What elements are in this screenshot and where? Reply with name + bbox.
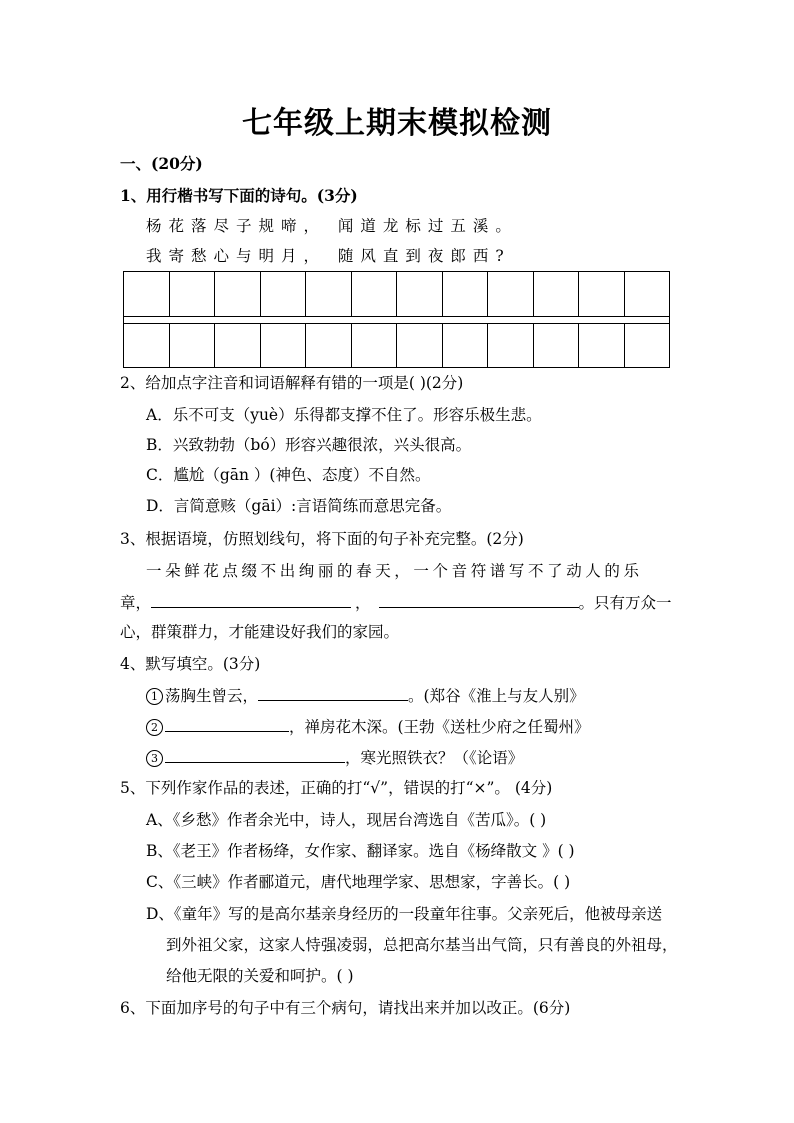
q4-item-2 xyxy=(146,715,590,738)
q5-item-c: C、《三峡》作者郦道元，唐代地理学家、思想家，字善长。( ) xyxy=(146,873,571,891)
q3-line-2-mid: ， xyxy=(355,594,371,612)
number-2-badge: 2 xyxy=(146,719,163,736)
q3-heading: 3、根据语境，仿照划线句，将下面的句子补充完整。(2分) xyxy=(120,530,524,548)
q4-item-1-text: 荡胸生曾云， xyxy=(165,687,259,705)
q4-item-2-source: ，禅房花木深。(王勃《送杜少府之任蜀州》 xyxy=(289,718,590,736)
q2-option-b: B．兴致勃勃（bó）形容兴趣很浓，兴头很高。 xyxy=(146,436,472,454)
q4-item-3 xyxy=(146,746,523,769)
q3-line-2-end: 。只有万众一 xyxy=(578,594,672,612)
poem-line-1: 杨花落尽子规啼， 闻道龙标过五溪。 xyxy=(146,217,518,235)
section-heading: 一、(20分) xyxy=(120,154,203,173)
poem-line-2: 我寄愁心与明月， 随风直到夜郎西? xyxy=(146,247,511,265)
number-3-badge: 3 xyxy=(146,750,163,767)
q5-item-d-line-1: D、《童年》写的是高尔基亲身经历的一段童年往事。父亲死后，他被母亲送 xyxy=(146,905,663,923)
q3-line-1: 一朵鲜花点缀不出绚丽的春天，一个音符谱写不了动人的乐 xyxy=(146,562,643,580)
answer-blank-2[interactable] xyxy=(379,591,579,608)
q2-option-d: D．言简意赅（gāi）:言语简练而意思完备。 xyxy=(146,497,452,515)
grid-separator xyxy=(124,316,669,324)
answer-blank-5[interactable] xyxy=(165,746,345,763)
q4-item-3-source: ，寒光照铁衣？（《论语》 xyxy=(345,749,524,767)
q5-heading: 5、下列作家作品的表述，正确的打“√”，错误的打“×”。 (4分) xyxy=(120,779,553,797)
q1-heading: 1、用行楷书写下面的诗句。(3分) xyxy=(120,186,358,205)
q4-item-1 xyxy=(146,684,585,707)
q2-option-a: A．乐不可支（yuè）乐得都支撑不住了。形容乐极生悲。 xyxy=(146,406,542,424)
q6-heading: 6、下面加序号的句子中有三个病句，请找出来并加以改正。(6分) xyxy=(120,999,571,1017)
answer-blank-3[interactable] xyxy=(258,684,408,701)
number-1-badge: 1 xyxy=(146,688,163,705)
q3-line-2-start: 章， xyxy=(120,594,152,612)
q5-item-d-line-3: 给他无限的关爱和呵护。( ) xyxy=(166,967,354,985)
grid-row-2 xyxy=(124,324,669,367)
writing-grid xyxy=(123,271,670,368)
q2-option-c: C．尴尬（gān ）(神色、态度）不自然。 xyxy=(146,466,431,484)
q4-item-1-source: 。(郑谷《淮上与友人别》 xyxy=(408,687,585,705)
q5-item-a: A、《乡愁》作者余光中，诗人，现居台湾选自《苦瓜》。( ) xyxy=(146,811,547,829)
q5-item-d-line-2: 到外祖父家，这家人恃强凌弱，总把高尔基当出气筒，只有善良的外祖母， xyxy=(166,936,678,954)
page-title: 七年级上期末模拟检测 xyxy=(242,106,552,141)
q5-item-b: B、《老王》作者杨绛，女作家、翻译家。选自《杨绛散文 》( ) xyxy=(146,842,575,860)
grid-row-1 xyxy=(124,272,669,316)
q3-line-2 xyxy=(120,591,672,614)
answer-blank-1[interactable] xyxy=(151,591,351,608)
q4-heading: 4、默写填空。(3分) xyxy=(120,655,261,673)
q3-line-3: 心，群策群力，才能建设好我们的家园。 xyxy=(120,623,400,641)
answer-blank-4[interactable] xyxy=(165,715,289,732)
q2-heading: 2、给加点字注音和词语解释有错的一项是( )(2分) xyxy=(120,374,464,392)
